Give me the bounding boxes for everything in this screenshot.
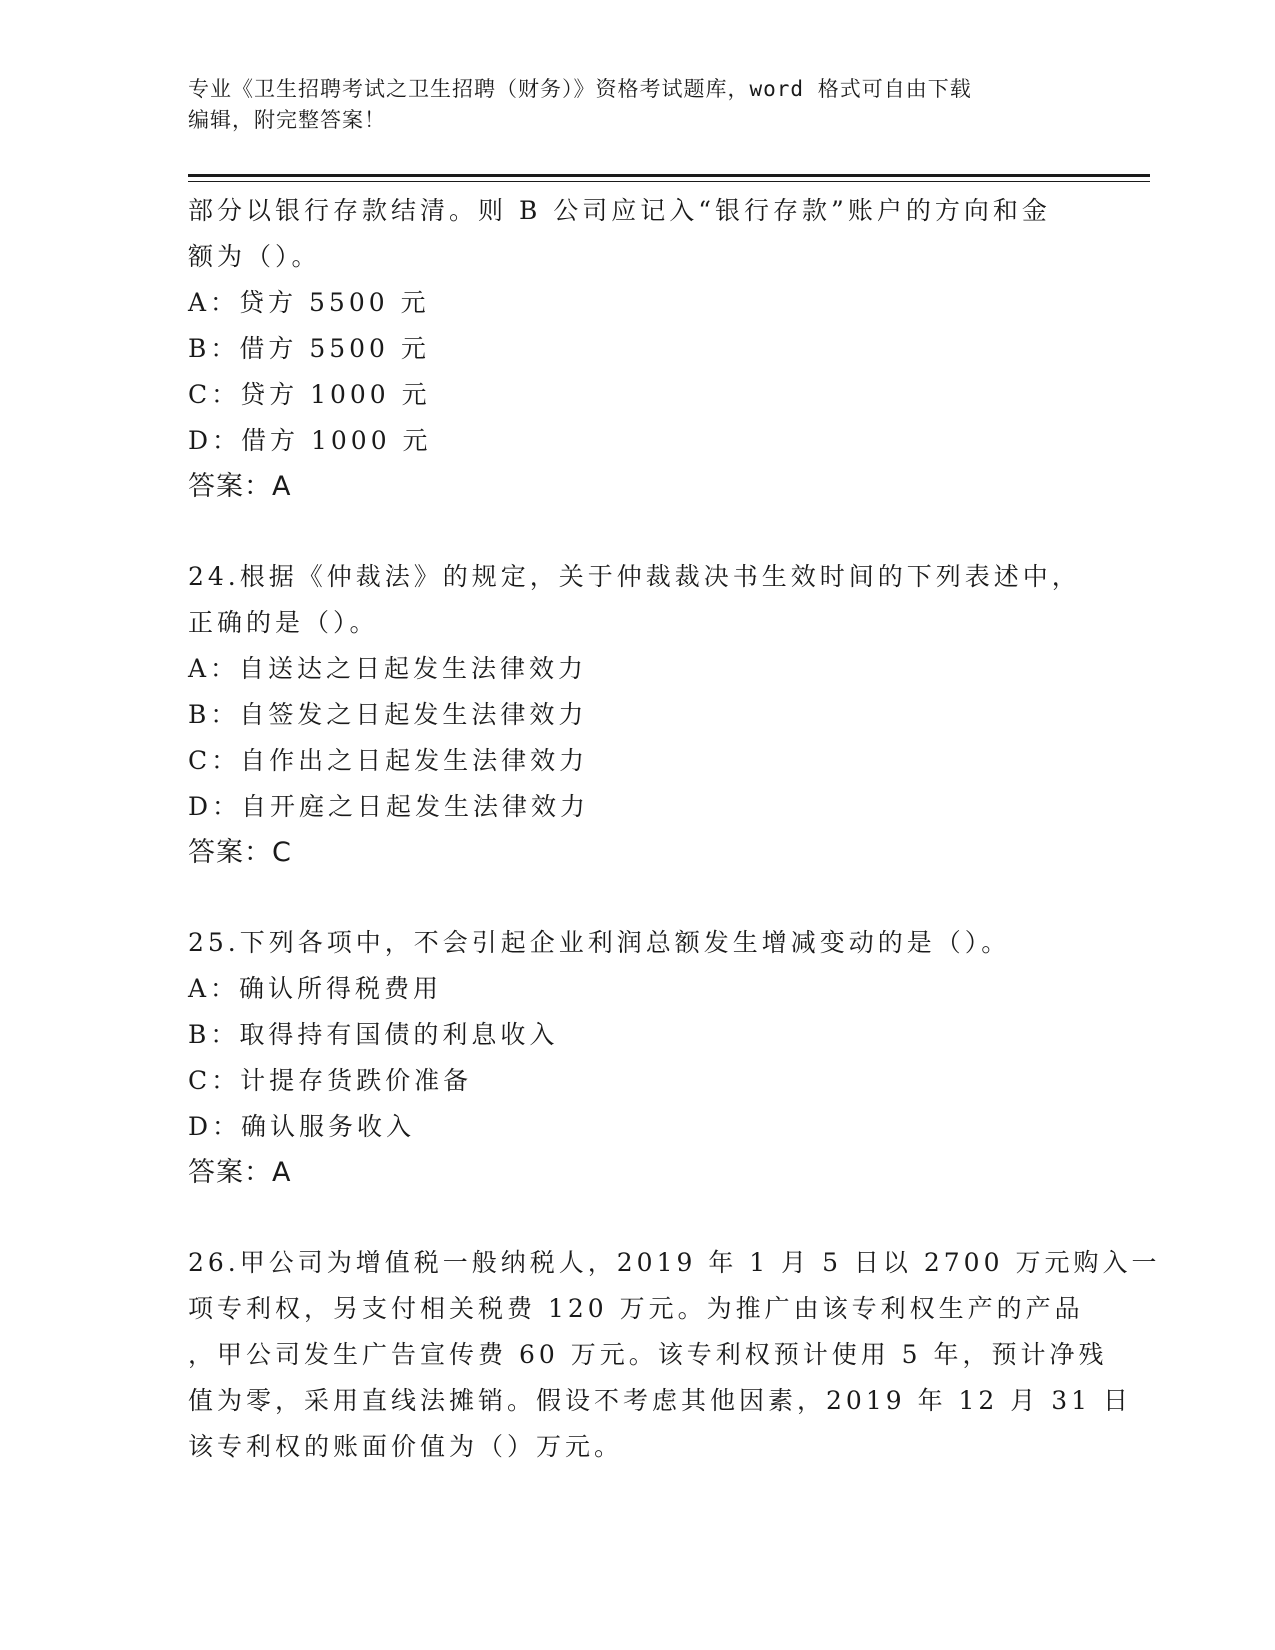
question-24 [188, 554, 1088, 876]
question-stem-line: 项专利权，另支付相关税费 120 万元。为推广由该专利权生产的产品 [188, 1294, 1084, 1323]
option-a: A：贷方 5500 元 [188, 288, 430, 317]
question-stem-line: 26.甲公司为增值税一般纳税人，2019 年 1 月 5 日以 2700 万元购入一 [188, 1248, 1161, 1277]
question-spacer [188, 510, 1088, 554]
option-d: D：确认服务收入 [188, 1112, 416, 1141]
question-stem-line: 正确的是（）。 [188, 608, 379, 637]
question-stem-line: ，甲公司发生广告宣传费 60 万元。该专利权预计使用 5 年，预计净残 [188, 1340, 1108, 1369]
option-b: B：取得持有国债的利息收入 [188, 1020, 559, 1049]
question-stem-line: 额为（）。 [188, 242, 321, 271]
question-stem-line: 24.根据《仲裁法》的规定，关于仲裁裁决书生效时间的下列表述中， [188, 562, 1081, 591]
option-a: A：自送达之日起发生法律效力 [188, 654, 588, 683]
option-d: D：自开庭之日起发生法律效力 [188, 792, 590, 821]
question-stem-line: 该专利权的账面价值为（）万元。 [188, 1432, 624, 1461]
header-divider-thin [188, 181, 1150, 182]
question-23 [188, 188, 1088, 510]
option-c: C：自作出之日起发生法律效力 [188, 746, 589, 775]
header-divider-thick [188, 174, 1150, 177]
question-26 [188, 1240, 1161, 1470]
answer-label: 答案：A [188, 471, 292, 502]
question-stem-line: 25.下列各项中，不会引起企业利润总额发生增减变动的是（）。 [188, 928, 1011, 957]
question-stem-line: 部分以银行存款结清。则 B 公司应记入“银行存款”账户的方向和金 [188, 196, 1051, 225]
question-list [188, 188, 1161, 1470]
option-d: D：借方 1000 元 [188, 426, 432, 455]
option-b: B：自签发之日起发生法律效力 [188, 700, 588, 729]
answer-label: 答案：C [188, 837, 292, 868]
header-line-2: 编辑，附完整答案！ [188, 108, 386, 132]
option-c: C：贷方 1000 元 [188, 380, 431, 409]
question-25 [188, 920, 1088, 1196]
option-a: A：确认所得税费用 [188, 974, 443, 1003]
answer-label: 答案：A [188, 1157, 292, 1188]
option-c: C：计提存货跌价准备 [188, 1066, 473, 1095]
question-spacer [188, 1196, 1088, 1240]
header-line-1: 专业《卫生招聘考试之卫生招聘（财务）》资格考试题库，word 格式可自由下载 [188, 77, 972, 101]
page-header [188, 74, 1088, 136]
option-b: B：借方 5500 元 [188, 334, 430, 363]
question-spacer [188, 876, 1088, 920]
question-stem-line: 值为零，采用直线法摊销。假设不考虑其他因素，2019 年 12 月 31 日 [188, 1386, 1132, 1415]
